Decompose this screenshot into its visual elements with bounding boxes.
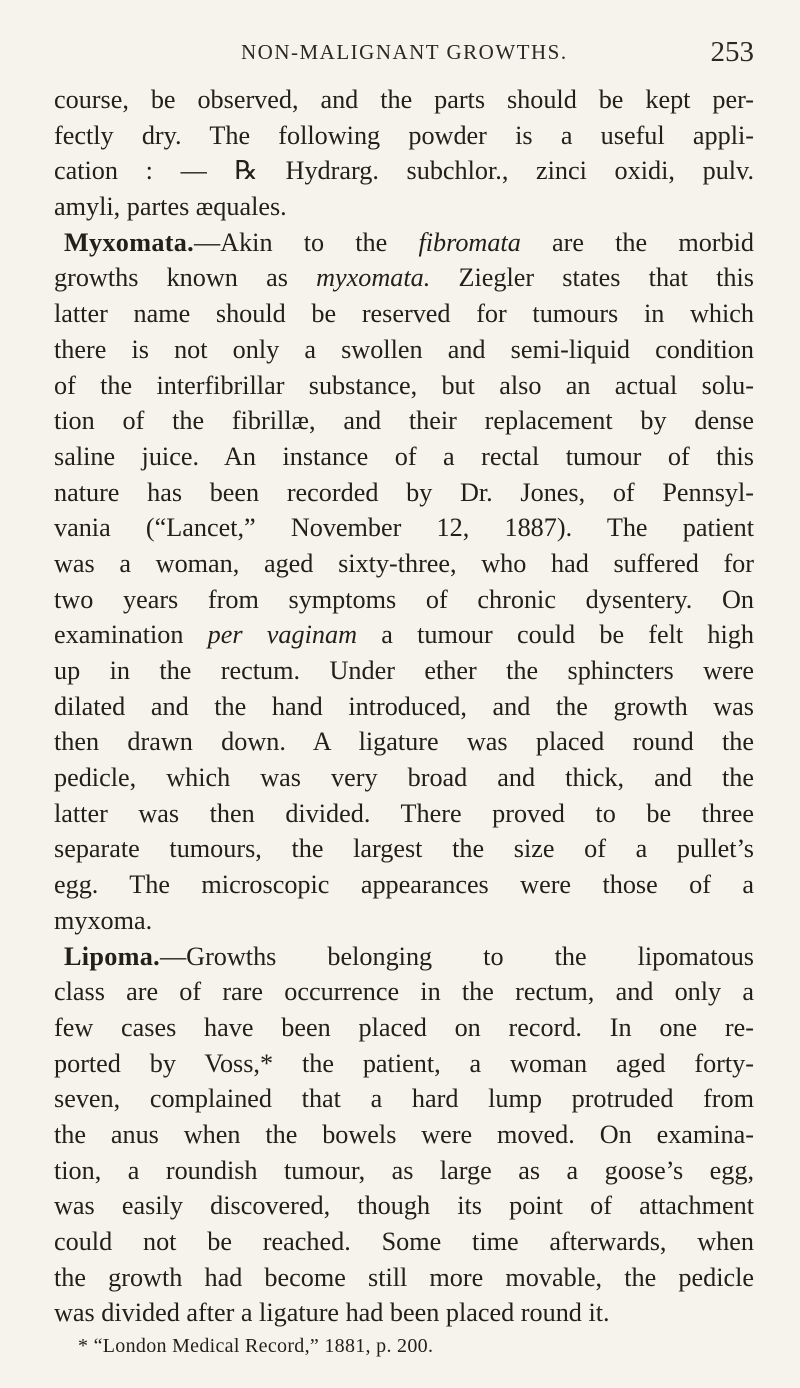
line-text: amyli, partes æquales. bbox=[54, 192, 287, 222]
line-text: of the interfibrillar substance, but also an actual solu- bbox=[54, 370, 754, 400]
footnote: * “London Medical Record,” 1881, p. 200. bbox=[78, 1335, 434, 1358]
line-text: egg. The microscopic appearances were those of a bbox=[54, 870, 754, 900]
section-heading: Lipoma. bbox=[64, 941, 160, 971]
line-text: there is not only a swollen and semi-liquid condition bbox=[54, 334, 754, 364]
text-line bbox=[54, 689, 754, 725]
line-text: two years from symptoms of chronic dysentery. On bbox=[54, 584, 754, 614]
line-text: was divided after a ligature had been placed round it. bbox=[54, 1298, 610, 1328]
running-title: NON-MALIGNANT GROWTHS. bbox=[241, 40, 568, 64]
line-text: tion, a roundish tumour, as large as a goose’s egg, bbox=[54, 1155, 754, 1185]
text-line bbox=[54, 1295, 754, 1331]
text-line bbox=[54, 653, 754, 689]
line-text: was easily discovered, though its point of attachment bbox=[54, 1191, 754, 1221]
body-text bbox=[54, 82, 754, 1331]
section-heading: Myxomata. bbox=[64, 227, 194, 257]
italic-term: myxomata. bbox=[316, 263, 431, 293]
line-text-after: Ziegler states that this bbox=[430, 263, 754, 293]
text-line bbox=[54, 153, 754, 189]
line-text: fectly dry. The following powder is a useful appli- bbox=[54, 120, 754, 150]
text-line bbox=[54, 510, 754, 546]
text-line bbox=[54, 368, 754, 404]
text-line bbox=[54, 1081, 754, 1117]
text-line bbox=[54, 1046, 754, 1082]
text-line bbox=[54, 1188, 754, 1224]
line-text: could not be reached. Some time afterwards, when bbox=[54, 1227, 754, 1256]
text-line bbox=[54, 332, 754, 368]
line-text: nature has been recorded by Dr. Jones, of Pennsyl- bbox=[54, 477, 754, 507]
line-text: —Growths belonging to the lipomatous bbox=[159, 941, 754, 971]
text-line bbox=[54, 903, 754, 939]
text-line bbox=[54, 260, 754, 296]
line-text: vania (“Lancet,” November 12, 1887). The patient bbox=[54, 513, 754, 543]
italic-term: fibromata bbox=[418, 227, 521, 257]
line-text: growths known as bbox=[54, 263, 317, 293]
text-line bbox=[54, 403, 754, 439]
line-text: pedicle, which was very broad and thick, and the bbox=[54, 763, 754, 793]
line-text: dilated and the hand introduced, and the growth was bbox=[54, 691, 754, 721]
text-line bbox=[54, 760, 754, 796]
line-text: course, be observed, and the parts should be kept per- bbox=[54, 85, 754, 114]
line-text: cation : — ℞ Hydrarg. subchlor., zinci oxidi, pulv. bbox=[54, 156, 754, 186]
text-line bbox=[54, 939, 754, 975]
line-text: then drawn down. A ligature was placed round the bbox=[54, 727, 754, 757]
running-head bbox=[54, 36, 754, 82]
text-line bbox=[54, 82, 754, 118]
line-text: latter name should be reserved for tumours in which bbox=[54, 299, 754, 329]
book-page bbox=[54, 36, 754, 1361]
text-line bbox=[54, 831, 754, 867]
line-text-after: a tumour could be felt high bbox=[357, 620, 754, 650]
text-line bbox=[54, 475, 754, 511]
text-line bbox=[54, 796, 754, 832]
page-number: 253 bbox=[710, 36, 754, 68]
text-line bbox=[54, 617, 754, 653]
line-text: myxoma. bbox=[54, 905, 153, 935]
text-line bbox=[54, 1224, 754, 1260]
text-line bbox=[54, 189, 754, 225]
text-line bbox=[54, 296, 754, 332]
line-text: was a woman, aged sixty-three, who had suffered for bbox=[54, 548, 754, 578]
line-text: separate tumours, the largest the size of a pullet’s bbox=[54, 834, 754, 864]
text-line bbox=[54, 439, 754, 475]
line-text-after: are the morbid bbox=[520, 227, 754, 257]
text-line bbox=[54, 1117, 754, 1153]
line-text: up in the rectum. Under ether the sphincters were bbox=[54, 656, 754, 685]
line-text: —Akin to the bbox=[193, 227, 419, 257]
line-text: tion of the fibrillæ, and their replacement by dense bbox=[54, 406, 754, 436]
line-text: ported by Voss,* the patient, a woman aged forty- bbox=[54, 1048, 754, 1078]
text-line bbox=[54, 118, 754, 154]
line-text: class are of rare occurrence in the rectum, and only a bbox=[54, 977, 754, 1007]
text-line bbox=[54, 1010, 754, 1046]
line-text: examination bbox=[54, 620, 208, 650]
text-line bbox=[54, 724, 754, 760]
line-text: the growth had become still more movable, the pedicle bbox=[54, 1262, 754, 1292]
text-line bbox=[54, 582, 754, 618]
line-text: latter was then divided. There proved to be three bbox=[54, 798, 754, 828]
text-line bbox=[54, 1260, 754, 1296]
italic-term: per vaginam bbox=[207, 620, 357, 650]
text-line bbox=[54, 546, 754, 582]
text-line bbox=[54, 225, 754, 261]
text-line bbox=[54, 1153, 754, 1189]
line-text: the anus when the bowels were moved. On examina- bbox=[54, 1119, 754, 1149]
line-text: saline juice. An instance of a rectal tumour of this bbox=[54, 441, 754, 471]
text-line bbox=[54, 867, 754, 903]
line-text: seven, complained that a hard lump protruded from bbox=[54, 1084, 754, 1114]
text-line bbox=[54, 974, 754, 1010]
line-text: few cases have been placed on record. In one re- bbox=[54, 1012, 754, 1042]
